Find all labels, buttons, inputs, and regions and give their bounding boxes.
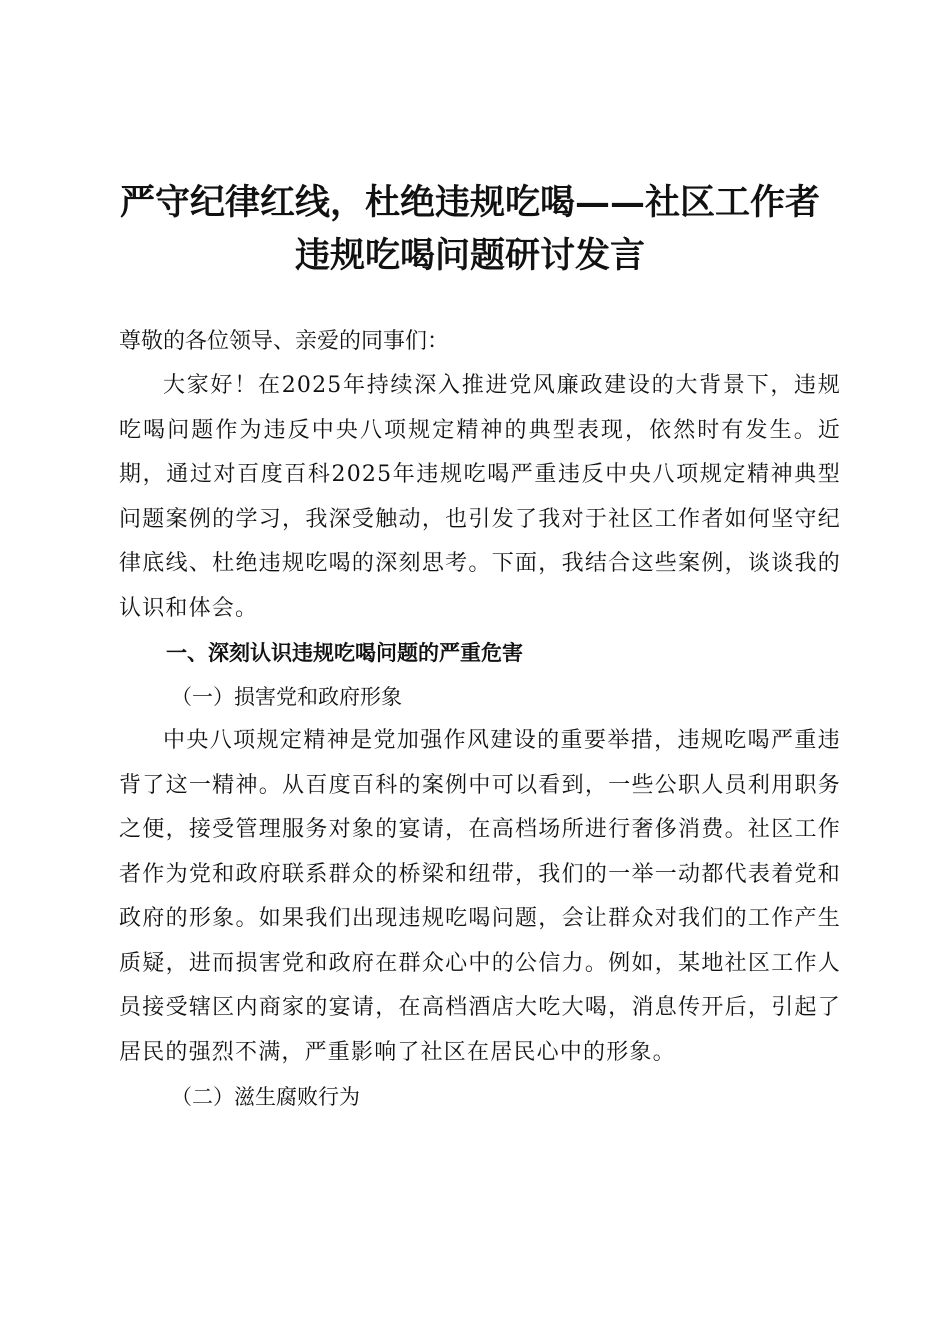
title-line-1: 严守纪律红线，杜绝违规吃喝——社区工作者 [119, 182, 820, 223]
title-line-2: 违规吃喝问题研讨发言 [294, 235, 645, 276]
salutation: 尊敬的各位领导、亲爱的同事们： [119, 329, 450, 354]
subsection-heading-1: （一）损害党和政府形象 [171, 685, 402, 709]
document-title [100, 176, 840, 282]
document-body [119, 320, 841, 1119]
section-heading-1: 一、深刻认识违规吃喝问题的严重危害 [166, 641, 523, 665]
subsection-paragraph-1: 中央八项规定精神是党加强作风建设的重要举措，违规吃喝严重违背了这一精神。从百度百科的案例中可以看到，一些公职人员利用职务之便，接受管理服务对象的宴请，在高档场所进行奢侈消费。社区工作者作为党和政府联系群众的桥梁和纽带，我们的一举一动都代表着党和政府的形象。如果我们出现违规吃喝问题，会让群众对我们的工作产生质疑，进而损害党和政府在群众心中的公信力。例如，某地社区工作人员接受辖区内商家的宴请，在高档酒店大吃大喝，消息传开后，引起了居民的强烈不满，严重影响了社区在居民心中的形象。 [119, 728, 841, 1065]
intro-paragraph: 大家好！在2025年持续深入推进党风廉政建设的大背景下，违规吃喝问题作为违反中央八项规定精神的典型表现，依然时有发生。近期，通过对百度百科2025年违规吃喝严重违反中央八项规定精神典型问题案例的学习，我深受触动，也引发了我对于社区工作者如何坚守纪律底线、杜绝违规吃喝的深刻思考。下面，我结合这些案例，谈谈我的认识和体会。 [119, 373, 841, 621]
subsection-heading-2: （二）滋生腐败行为 [171, 1085, 360, 1109]
